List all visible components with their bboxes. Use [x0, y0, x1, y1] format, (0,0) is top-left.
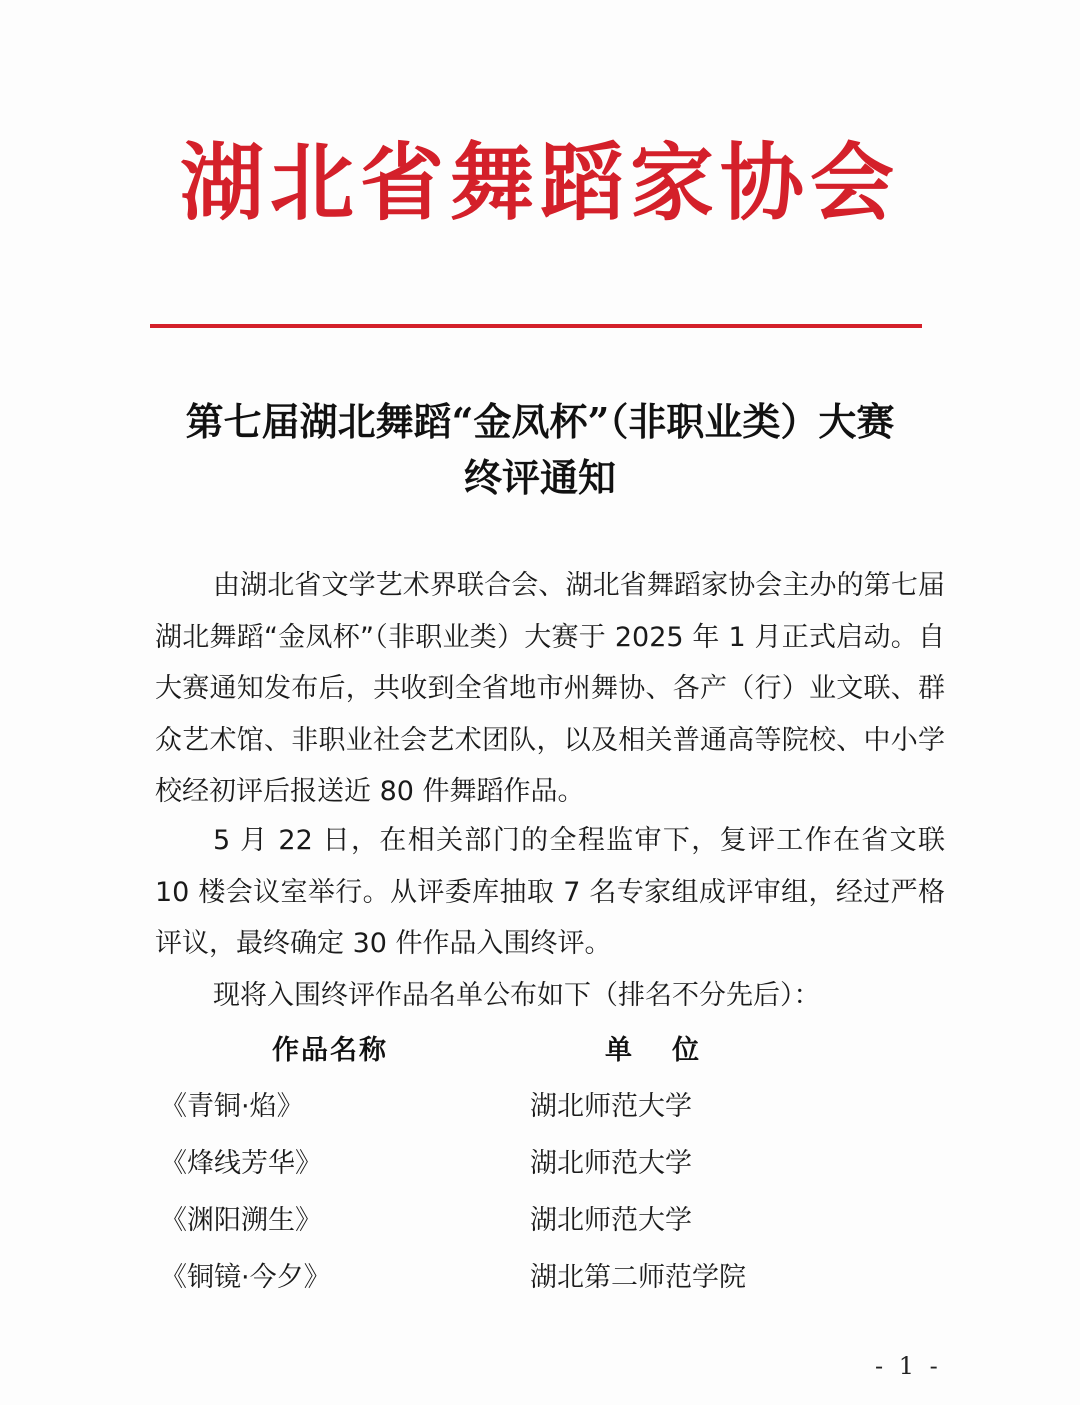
page-number: - 1 -	[875, 1352, 942, 1380]
list-item	[0, 1253, 1080, 1310]
notice-title-line-2: 终评通知	[463, 455, 616, 500]
list-item	[0, 1196, 1080, 1253]
work-title: 《渊阳溯生》	[160, 1205, 322, 1236]
list-item	[0, 1139, 1080, 1196]
body-paragraph-intro: 由湖北省文学艺术界联合会、湖北省舞蹈家协会主办的第七届湖北舞蹈“金凤杯”（非职业类）大赛于 2025 年 1 月正式启动。自大赛通知发布后，共收到全省地市州舞协、各产（行）业文联、群众艺术馆、非职业社会艺术团队，以及相关普通高等院校、中小学校经初评后报送近 80 件舞蹈作品。	[155, 570, 945, 807]
body-paragraph-announcement: 现将入围终评作品名单公布如下（排名不分先后）：	[213, 980, 821, 1011]
work-title: 《烽线芳华》	[160, 1148, 322, 1179]
list-item	[0, 1082, 1080, 1139]
work-title: 《铜镜·今夕》	[160, 1262, 331, 1293]
work-unit: 湖北师范大学	[530, 1148, 692, 1179]
work-title: 《青铜·焰》	[160, 1091, 304, 1122]
red-divider-line	[150, 324, 922, 328]
column-header-unit: 单位	[605, 1035, 739, 1066]
column-header-work-name: 作品名称	[272, 1035, 388, 1066]
finalist-works-list	[0, 1082, 1080, 1310]
work-unit: 湖北师范大学	[530, 1205, 692, 1236]
notice-title-line-1: 第七届湖北舞蹈“金凤杯”（非职业类）大赛	[185, 399, 895, 444]
body-paragraph-review: 5 月 22 日，在相关部门的全程监审下，复评工作在省文联 10 楼会议室举行。从评委库抽取 7 名专家组成评审组，经过严格评议，最终确定 30 件作品入围终评。	[155, 825, 945, 959]
work-unit: 湖北师范大学	[530, 1091, 692, 1122]
letterhead-title: 湖北省舞蹈家协会	[179, 134, 900, 232]
work-unit: 湖北第二师范学院	[530, 1262, 746, 1293]
